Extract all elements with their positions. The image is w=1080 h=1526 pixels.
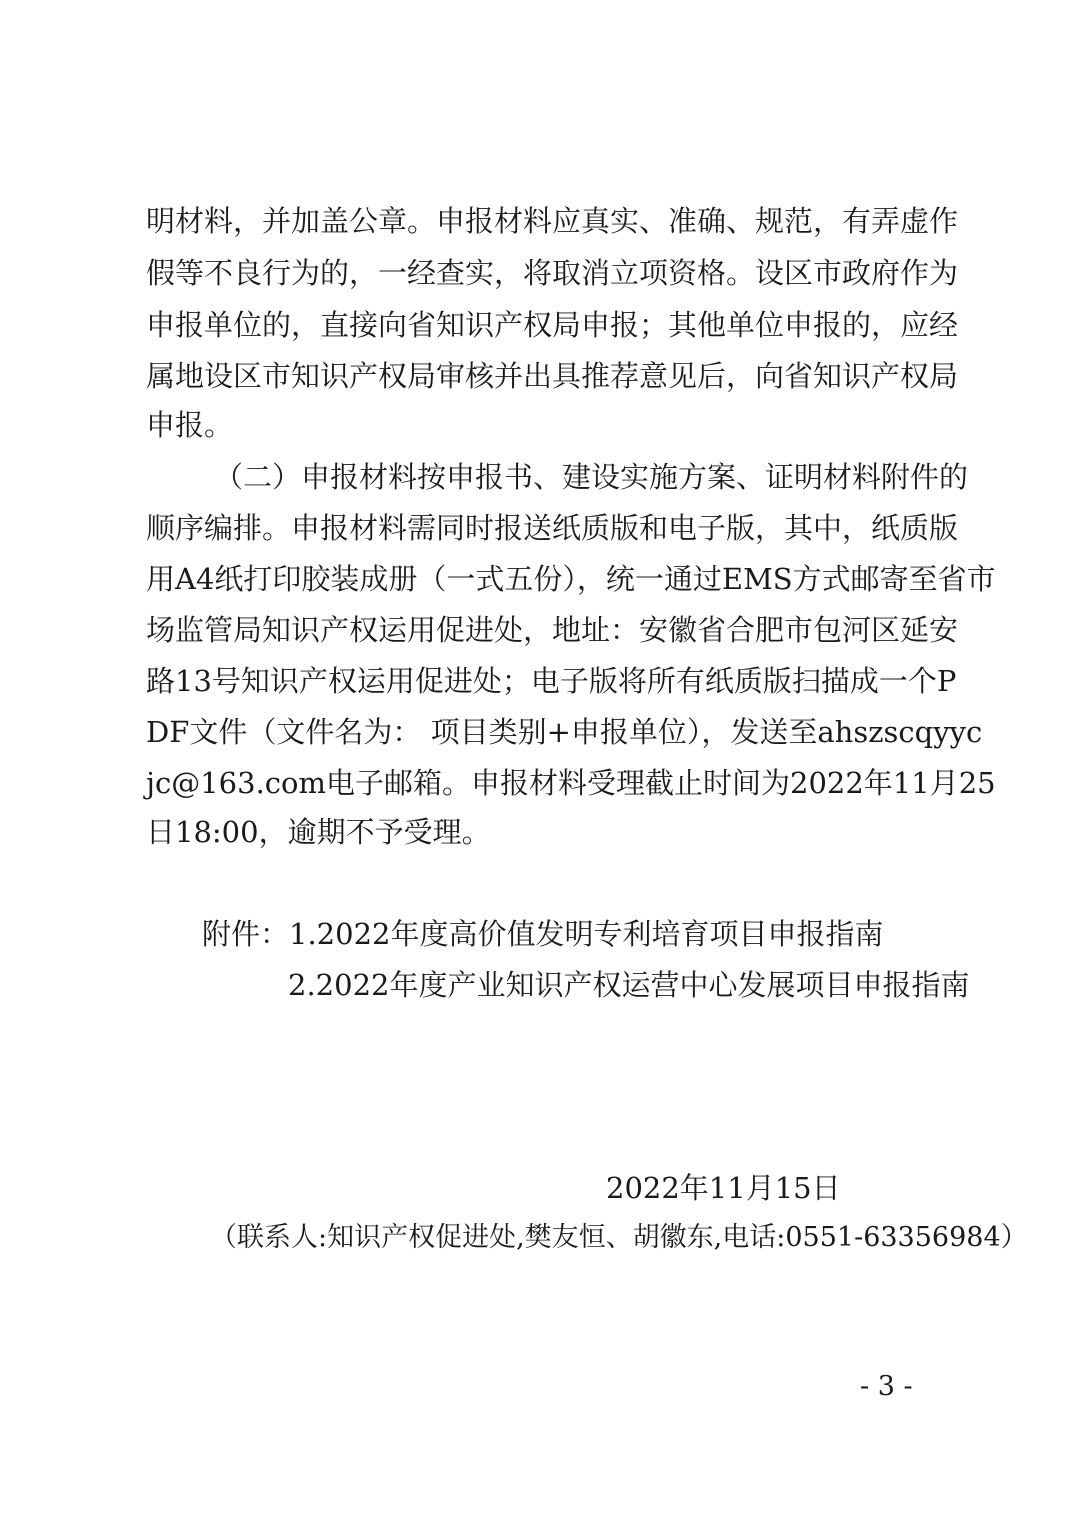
paragraph1-line-2: 假等不良行为的，一经查实，将取消立项资格。设区市政府作为 (146, 256, 959, 290)
paragraph2-line-2: 顺序编排。申报材料需同时报送纸质版和电子版，其中，纸质版 (146, 511, 959, 545)
paragraph2-line-3: 用A4纸打印胶装成册（一式五份），统一通过EMS方式邮寄至省市 (146, 562, 996, 596)
paragraph1-line-1: 明材料，并加盖公章。申报材料应真实、准确、规范，有弄虚作 (146, 204, 959, 238)
paragraph1-line-3: 申报单位的，直接向省知识产权局申报；其他单位申报的，应经 (146, 308, 959, 342)
paragraph2-line-4: 场监管局知识产权运用促进处，地址：安徽省合肥市包河区延安 (146, 613, 959, 647)
paragraph1-line-5: 申报。 (146, 408, 234, 442)
paragraph2-line-6: DF文件（文件名为： 项目类别+申报单位），发送至ahszscqyyc (146, 715, 983, 749)
attachment-line-1: 附件：1.2022年度高价值发明专利培育项目申报指南 (202, 917, 884, 951)
page-number: - 3 - (860, 1371, 913, 1402)
contact-info: （联系人:知识产权促进处,樊友恒、胡徽东,电话:0551-63356984） (210, 1222, 1028, 1253)
paragraph1-line-4: 属地设区市知识产权局审核并出具推荐意见后，向省知识产权局 (146, 359, 959, 393)
paragraph2-line-7: jc@163.com电子邮箱。申报材料受理截止时间为2022年11月25 (146, 766, 996, 800)
paragraph2-line-8: 日18:00，逾期不予受理。 (146, 815, 491, 849)
paragraph2-line-1: （二）申报材料按申报书、建设实施方案、证明材料附件的 (214, 460, 969, 494)
issue-date: 2022年11月15日 (606, 1171, 841, 1205)
paragraph2-line-5: 路13号知识产权运用促进处；电子版将所有纸质版扫描成一个P (146, 664, 957, 698)
attachment-line-2: 2.2022年度产业知识产权运营中心发展项目申报指南 (288, 968, 970, 1002)
